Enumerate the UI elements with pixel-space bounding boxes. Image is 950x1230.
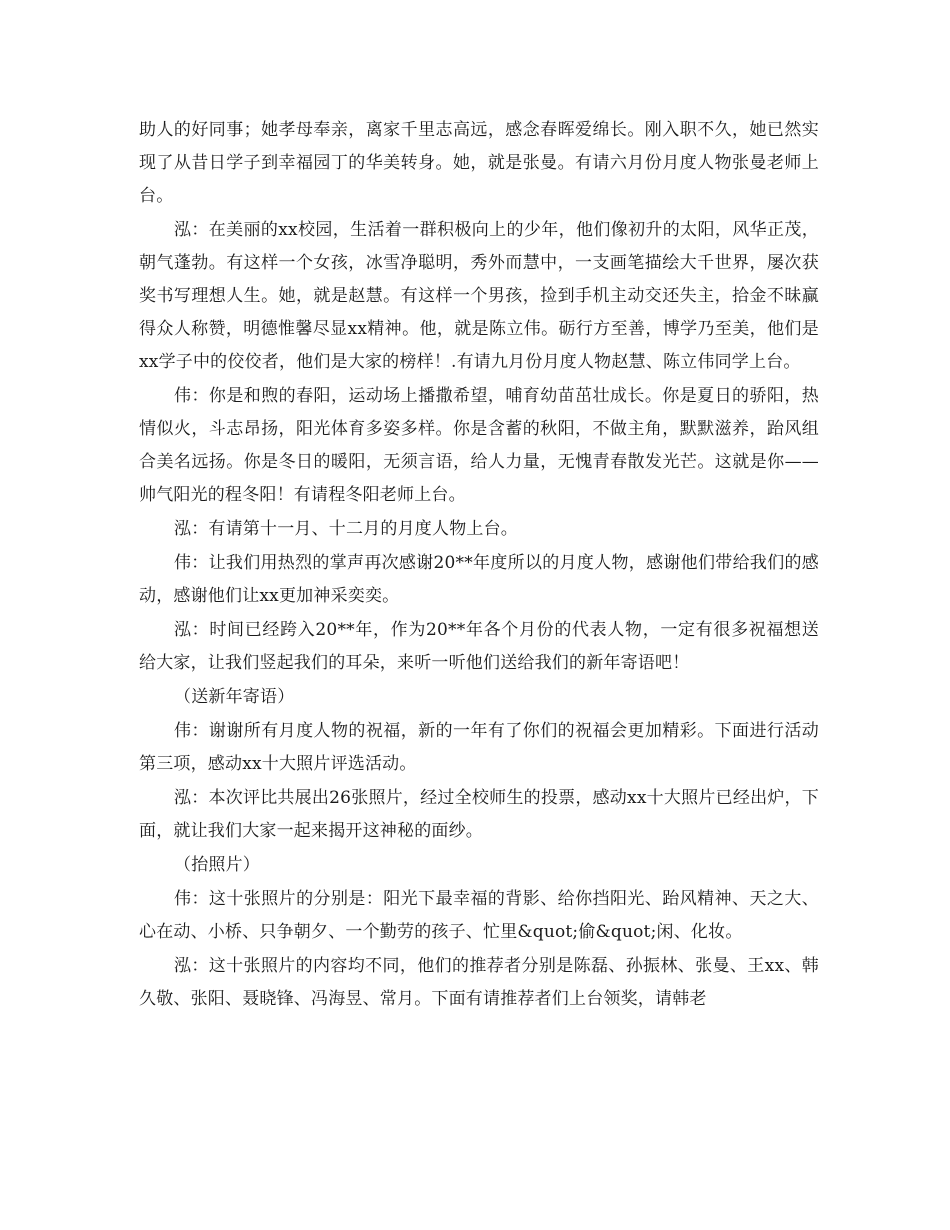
paragraph-3: 伟：你是和煦的春阳，运动场上播撒希望，哺育幼苗茁壮成长。你是夏日的骄阳，热情似火，斗志昂扬，阳光体育多姿多样。你是含蓄的秋阳，不做主角，默默滋养，跆风组合美名远扬。你是冬日的暖阳，无须言语，给人力量，无愧青春散发光芒。这就是你——帅气阳光的程冬阳！有请程冬阳老师上台。: [139, 386, 819, 505]
paragraph-9: 泓：本次评比共展出26张照片，经过全校师生的投票，感动xx十大照片已经出炉，下面，就让我们大家一起来揭开这神秘的面纱。: [139, 788, 819, 841]
paragraph-1: 助人的好同事；她孝母奉亲，离家千里志高远，感念春晖爱绵长。刚入职不久，她已然实现了从昔日学子到幸福园丁的华美转身。她，就是张曼。有请六月份月度人物张曼老师上台。: [139, 120, 819, 206]
paragraph-5: 伟：让我们用热烈的掌声再次感谢20**年度所以的月度人物，感谢他们带给我们的感动，感谢他们让xx更加神采奕奕。: [139, 553, 819, 606]
paragraph-11: 伟：这十张照片的分别是：阳光下最幸福的背影、给你挡阳光、跆风精神、天之大、心在动、小桥、只争朝夕、一个勤劳的孩子、忙里&quot;偷&quot;闲、化妆。: [139, 889, 819, 942]
stage-direction-new-year-wishes: （送新年寄语）: [174, 687, 295, 707]
paragraph-6: 泓：时间已经跨入20**年，作为20**年各个月份的代表人物，一定有很多祝福想送给大家，让我们竖起我们的耳朵，来听一听他们送给我们的新年寄语吧！: [139, 620, 819, 673]
stage-direction-carry-photos: （抬照片）: [174, 855, 260, 875]
paragraph-12: 泓：这十张照片的内容均不同，他们的推荐者分别是陈磊、孙振林、张曼、王xx、韩久敬、张阳、聂晓锋、冯海昱、常月。下面有请推荐者们上台领奖，请韩老: [139, 956, 819, 1009]
paragraph-8: 伟：谢谢所有月度人物的祝福，新的一年有了你们的祝福会更加精彩。下面进行活动第三项，感动xx十大照片评选活动。: [139, 721, 819, 774]
paragraph-2: 泓：在美丽的xx校园，生活着一群积极向上的少年，他们像初升的太阳，风华正茂，朝气蓬勃。有这样一个女孩，冰雪净聪明，秀外而慧中，一支画笔描绘大千世界，屡次获奖书写理想人生。她，就是赵慧。有这样一个男孩，捡到手机主动交还失主，拾金不昧赢得众人称赞，明德惟馨尽显xx精神。他，就是陈立伟。砺行方至善，博学乃至美，他们是xx学子中的佼佼者，他们是大家的榜样！.有请九月份月度人物赵慧、陈立伟同学上台。: [139, 220, 819, 372]
paragraph-4: 泓：有请第十一月、十二月的月度人物上台。: [174, 519, 518, 539]
document-body: [139, 114, 819, 1016]
